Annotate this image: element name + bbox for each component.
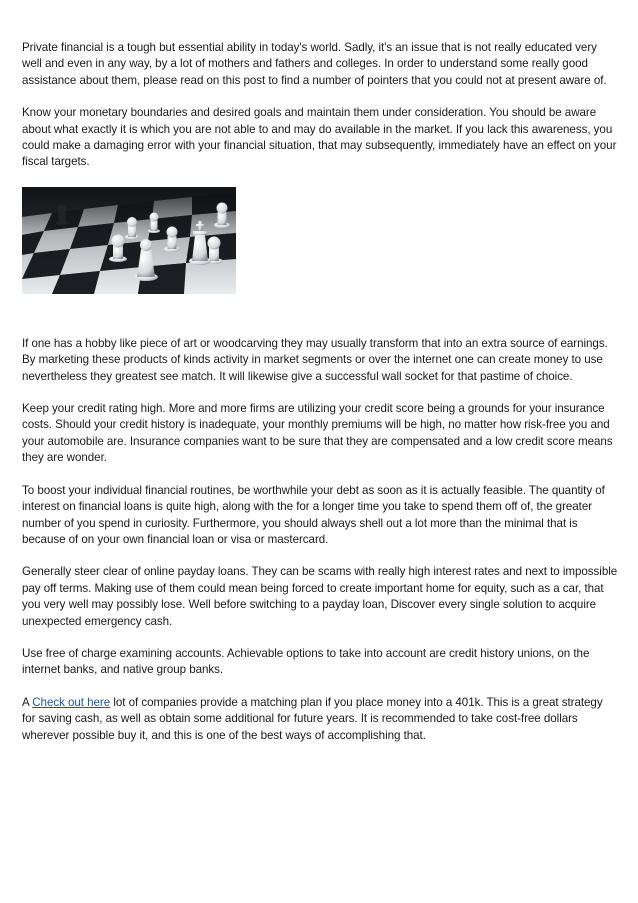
paragraph-401k-text: lot of companies provide a matching plan if you place money into a 401k. This is a great strategy for saving cash, as well as obtain some additional for future years. It is recommended to take cost-free dollars wherever possible buy it, and this is one of the best ways of accomplishing that. xyxy=(22,695,603,742)
paragraph-checking-accounts: Use free of charge examining accounts. Achievable options to take into account are credit history unions, on the internet banks, and native group banks. xyxy=(22,646,590,677)
document-page xyxy=(22,40,618,760)
paragraph-401k xyxy=(22,695,618,744)
paragraph-intro: Private financial is a tough but essential ability in today's world. Sadly, it's an issue that is not really educated very well and even in any way, by a lot of mothers and fathers and colleges. In order to understand some really good assistance about them, please read on this post to find a number of pointers that you could not at present aware of. xyxy=(22,41,607,87)
chess-photo xyxy=(22,187,236,294)
chess-photo-icon xyxy=(22,187,236,294)
check-out-here-link[interactable]: Check out here xyxy=(32,695,111,709)
paragraph-credit-rating: Keep your credit rating high. More and more firms are utilizing your credit score being a grounds for your insurance costs. Should your credit history is inadequate, your monthly premiums will be high, no matter how risk-free you and your automobile are. Insurance companies want to be sure that they are compensated and a low credit score means they are wonder. xyxy=(22,402,613,465)
paragraph-401k-prefix: A xyxy=(22,695,33,709)
paragraph-hobby: If one has a hobby like piece of art or woodcarving they may usually transform that into an extra source of earnings. By marketing these products of kinds activity in market segments or over the internet one can create money to use nevertheless they greatest see match. It will likewise give a successful wall socket for that pastime of choice. xyxy=(22,336,608,383)
paragraph-boundaries: Know your monetary boundaries and desired goals and maintain them under consideration. You should be aware about what exactly it is which you are not able to and may do available in the market. If you lack this awareness, you could make a damaging error with your financial situation, that may subsequently, immediately have an effect on your fiscal targets. xyxy=(22,106,617,169)
paragraph-debt: To boost your individual financial routines, be worthwhile your debt as soon as it is actually feasible. The quantity of interest on financial loans is quite high, along with the for a longer time you take to spend them off of, the greater number of you spend in curiosity. Furthermore, you should always shell out a lot more than the minimal that is because of on your own financial loan or visa or mastercard. xyxy=(22,483,605,546)
paragraph-payday-loans: Generally steer clear of online payday loans. They can be scams with really high interest rates and next to impossible pay off terms. Making use of them could mean being forced to create important home for equity, such as a car, that you very well may possibly lose. Well before switching to a payday loan, Discover every single solution to acquire unexpected emergency cash. xyxy=(22,565,618,628)
